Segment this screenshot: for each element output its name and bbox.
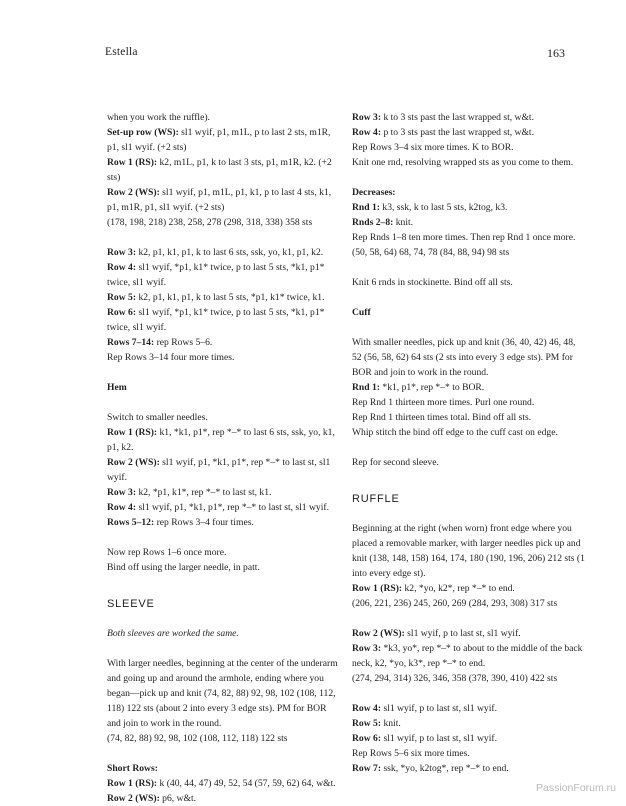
ruffle-row-4-label: Row 4:	[352, 703, 382, 714]
short-row-1-text: k (40, 44, 47) 49, 52, 54 (57, 59, 62) 64, w&t.	[157, 778, 336, 789]
ruffle-row-5-text: knit.	[381, 718, 401, 729]
right-row-4-text: p to 3 sts past the last wrapped st, w&t.	[381, 127, 534, 138]
ruffle-row-7-text: ssk, *yo, k2tog*, rep *–* to end.	[381, 763, 509, 774]
hem-row-1-text: k1, *k1, p1*, rep *–* to last 6 sts, ssk, yo, k1, p1, k2.	[107, 427, 335, 453]
hem-row-3	[107, 485, 340, 500]
rnds-2-8-text: knit.	[393, 217, 414, 228]
ruffle-instructions: Beginning at the right (when worn) front edge where you placed a removable marker, with larger needles pick up and knit (138, 148, 158) 164, 174, 180 (190, 196, 206) 212 sts (1 into every edge st).	[352, 523, 585, 579]
row-1-text: k2, m1L, p1, k to last 3 sts, p1, m1R, k2. (+2 sts)	[107, 157, 332, 183]
setup-row	[107, 125, 340, 155]
cuff-instructions: With smaller needles, pick up and knit (36, 40, 42) 46, 48, 52 (56, 58, 62) 64 sts (2 sts into every 3 edge sts). PM for BOR and join to work in the round.	[352, 337, 576, 378]
knit-6-rnds: Knit 6 rnds in stockinette. Bind off all sts.	[352, 277, 513, 288]
cuff-repeat-1: Rep Rnd 1 thirteen more times. Purl one round.	[352, 397, 535, 408]
ruffle-row-4	[352, 701, 585, 716]
right-row-3-text: k to 3 sts past the last wrapped st, w&t.	[381, 112, 534, 123]
decreases-heading: Decreases:	[352, 187, 396, 198]
hem-rows-5-12-text: rep Rows 3–4 four times.	[154, 517, 254, 528]
left-column	[107, 110, 340, 806]
ruffle-row-6-text: sl1 wyif, p to last st, sl1 wyif.	[381, 733, 497, 744]
row-4-label: Row 4:	[107, 262, 137, 273]
rows-7-14-label: Rows 7–14:	[107, 337, 155, 348]
row-3-text: k2, p1, k1, p1, k to last 6 sts, ssk, yo, k1, p1, k2.	[136, 247, 324, 258]
cuff-rnd-1	[352, 380, 585, 395]
ruffle-repeat: Rep Rows 5–6 six more times.	[352, 748, 470, 759]
hem-row-4	[107, 500, 340, 515]
short-row-2-text: p6, w&t.	[159, 793, 197, 804]
row-6-text: sl1 wyif, *p1, k1* twice, p to last 5 sts, *k1, p1* twice, sl1 wyif.	[107, 307, 325, 333]
row-2-text: sl1 wyif, p1, m1L, p1, k1, p to last 4 sts, k1, p1, m1R, p1, sl1 wyif. (+2 sts)	[107, 187, 332, 213]
ruffle-row-7-label: Row 7:	[352, 763, 382, 774]
hem-heading: Hem	[107, 382, 127, 393]
right-repeat: Rep Rows 3–4 six more times. K to BOR.	[352, 142, 514, 153]
rnds-2-8-label: Rnds 2–8:	[352, 217, 394, 228]
hem-row-3-label: Row 3:	[107, 487, 137, 498]
ruffle-row-1-label: Row 1 (RS):	[352, 583, 403, 594]
right-row-3-label: Row 3:	[352, 112, 382, 123]
hem-rows-5-12	[107, 515, 340, 530]
row-3-label: Row 3:	[107, 247, 137, 258]
ruffle-row-3	[352, 641, 585, 671]
sleeve-instructions: With larger needles, beginning at the center of the underarm and going up and around the armhole, ending where you began—pick up and knit (74, 82, 88) 92, 98, 102 (108, 112, 118) 122 sts (about 2 into every 3 edge sts). PM for BOR and join to work in the round.	[107, 658, 338, 729]
short-row-2	[107, 791, 340, 806]
row-5-text: k2, p1, k1, p1, k to last 5 sts, *p1, k1* twice, k1.	[136, 292, 325, 303]
hem-row-2-text: sl1 wyif, p1, *k1, p1*, rep *–* to last st, sl1 wyif.	[107, 457, 331, 483]
row-5-label: Row 5:	[107, 292, 137, 303]
row-5	[107, 290, 340, 305]
hem-row-4-text: sl1 wyif, p1, *k1, p1*, rep *–* to last st, sl1 wyif.	[136, 502, 329, 513]
right-row-4	[352, 125, 585, 140]
hem-now: Now rep Rows 1–6 once more.	[107, 547, 227, 558]
ruffle-counts-2: (274, 294, 314) 326, 346, 358 (378, 390, 410) 422 sts	[352, 673, 558, 684]
row-2	[107, 185, 340, 215]
page-number: 163	[547, 46, 565, 60]
right-row-3	[352, 110, 585, 125]
rnds-2-8	[352, 215, 585, 230]
hem-row-3-text: k2, *p1, k1*, rep *–* to last st, k1.	[136, 487, 272, 498]
sleeve-counts: (74, 82, 88) 92, 98, 102 (108, 112, 118) 122 sts	[107, 733, 288, 744]
row-3	[107, 245, 340, 260]
knit-one-rnd: Knit one rnd, resolving wrapped sts as you come to them.	[352, 157, 574, 168]
ruffle-row-3-text: *k3, yo*, rep *–* to about to the middle of the back neck, k2, *yo, k3*, rep *–* to end.	[352, 643, 583, 669]
ruffle-row-5	[352, 716, 585, 731]
sleeve-heading: SLEEVE	[107, 598, 155, 610]
cuff-whip-stitch: Whip stitch the bind off edge to the cuff cast on edge.	[352, 427, 558, 438]
rows-7-14-text: rep Rows 5–6.	[154, 337, 213, 348]
repeat-instruction: Rep Rows 3–14 four more times.	[107, 352, 235, 363]
rows-7-14	[107, 335, 340, 350]
short-row-1	[107, 776, 340, 791]
ruffle-row-2-label: Row 2 (WS):	[352, 628, 405, 639]
ruffle-row-2	[352, 626, 585, 641]
hem-rows-5-12-label: Rows 5–12:	[107, 517, 155, 528]
right-column	[352, 110, 585, 776]
row-1	[107, 155, 340, 185]
ruffle-row-5-label: Row 5:	[352, 718, 382, 729]
short-row-2-label: Row 2 (WS):	[107, 793, 160, 804]
rep-rnds: Rep Rnds 1–8 ten more times. Then rep Rnd 1 once more.	[352, 232, 576, 243]
decrease-counts: (50, 58, 64) 68, 74, 78 (84, 88, 94) 98 sts	[352, 247, 510, 258]
hem-row-2-label: Row 2 (WS):	[107, 457, 160, 468]
hem-row-4-label: Row 4:	[107, 502, 137, 513]
sleeve-note: Both sleeves are worked the same.	[107, 628, 239, 639]
ruffle-row-6-label: Row 6:	[352, 733, 382, 744]
watermark: PassionForum.ru	[536, 782, 616, 794]
row-6	[107, 305, 340, 335]
setup-row-label: Set-up row (WS):	[107, 127, 179, 138]
row-4-text: sl1 wyif, *p1, k1* twice, p to last 5 sts, *k1, p1* twice, sl1 wyif.	[107, 262, 325, 288]
short-row-1-label: Row 1 (RS):	[107, 778, 158, 789]
second-sleeve: Rep for second sleeve.	[352, 457, 439, 468]
hem-row-2	[107, 455, 340, 485]
cuff-rnd-1-label: Rnd 1:	[352, 382, 380, 393]
intro-line: when you work the ruffle).	[107, 112, 210, 123]
row-2-label: Row 2 (WS):	[107, 187, 160, 198]
ruffle-row-6	[352, 731, 585, 746]
running-head: Estella	[105, 46, 138, 58]
cuff-rnd-1-text: *k1, p1*, rep *–* to BOR.	[380, 382, 485, 393]
ruffle-row-1-text: k2, *yo, k2*, rep *–* to end.	[402, 583, 515, 594]
ruffle-row-3-label: Row 3:	[352, 643, 382, 654]
hem-switch: Switch to smaller needles.	[107, 412, 208, 423]
ruffle-row-2-text: sl1 wyif, p to last st, sl1 wyif.	[404, 628, 521, 639]
setup-row-text: sl1 wyif, p1, m1L, p to last 2 sts, m1R, p1, sl1 wyif. (+2 sts)	[107, 127, 331, 153]
hem-row-1-label: Row 1 (RS):	[107, 427, 158, 438]
cuff-heading: Cuff	[352, 307, 371, 318]
rnd-1-text: k3, ssk, k to last 5 sts, k2tog, k3.	[380, 202, 508, 213]
row-4	[107, 260, 340, 290]
ruffle-counts-1: (206, 221, 236) 245, 260, 269 (284, 293, 308) 317 sts	[352, 598, 558, 609]
cuff-repeat-2: Rep Rnd 1 thirteen times total. Bind off all sts.	[352, 412, 532, 423]
ruffle-row-1	[352, 581, 585, 596]
stitch-counts: (178, 198, 218) 238, 258, 278 (298, 318, 338) 358 sts	[107, 217, 313, 228]
row-6-label: Row 6:	[107, 307, 137, 318]
ruffle-row-4-text: sl1 wyif, p to last st, sl1 wyif.	[381, 703, 497, 714]
ruffle-row-7	[352, 761, 585, 776]
hem-row-1	[107, 425, 340, 455]
row-1-label: Row 1 (RS):	[107, 157, 158, 168]
hem-bind-off: Bind off using the larger needle, in patt.	[107, 562, 260, 573]
right-row-4-label: Row 4:	[352, 127, 382, 138]
rnd-1-label: Rnd 1:	[352, 202, 380, 213]
ruffle-heading: RUFFLE	[352, 493, 400, 505]
short-rows-heading: Short Rows:	[107, 763, 158, 774]
rnd-1	[352, 200, 585, 215]
